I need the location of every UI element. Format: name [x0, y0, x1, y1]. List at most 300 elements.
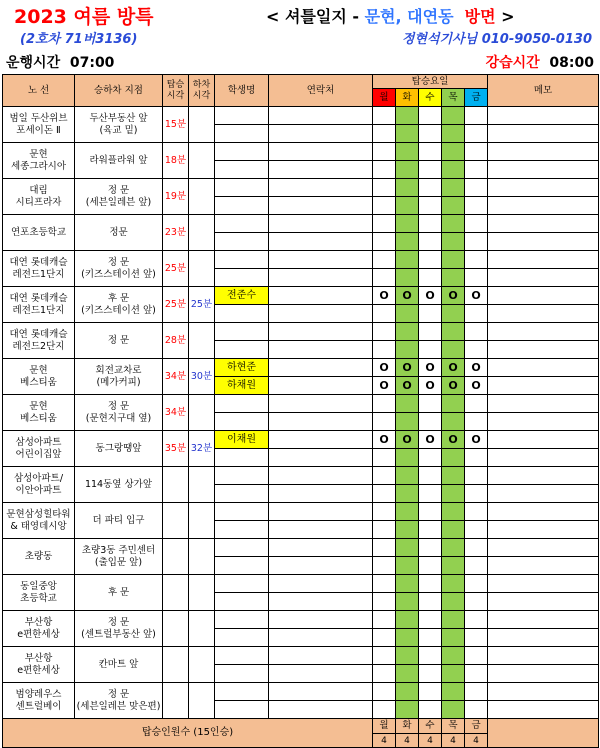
day-mark-cell[interactable]	[396, 647, 419, 665]
day-mark-cell[interactable]	[442, 179, 465, 197]
day-mark-cell[interactable]: O	[465, 377, 488, 395]
day-mark-cell[interactable]	[442, 269, 465, 287]
day-mark-cell[interactable]	[373, 629, 396, 647]
day-mark-cell[interactable]	[465, 215, 488, 233]
day-mark-cell[interactable]	[419, 269, 442, 287]
student-name-cell[interactable]	[215, 611, 269, 629]
alight-time-cell	[189, 179, 215, 215]
contact-cell[interactable]	[269, 341, 373, 359]
student-name-cell[interactable]	[215, 665, 269, 683]
day-mark-cell[interactable]	[465, 701, 488, 719]
day-mark-cell[interactable]	[373, 503, 396, 521]
contact-cell[interactable]	[269, 269, 373, 287]
day-mark-cell[interactable]	[419, 521, 442, 539]
day-mark-cell[interactable]: O	[465, 359, 488, 377]
day-mark-cell[interactable]	[442, 125, 465, 143]
day-mark-cell[interactable]	[396, 701, 419, 719]
memo-cell[interactable]	[488, 341, 599, 359]
contact-cell[interactable]	[269, 557, 373, 575]
day-mark-cell[interactable]	[419, 701, 442, 719]
memo-cell[interactable]	[488, 269, 599, 287]
day-mark-cell[interactable]	[396, 179, 419, 197]
student-name-cell[interactable]	[215, 143, 269, 161]
contact-cell[interactable]	[269, 359, 373, 377]
day-mark-cell[interactable]	[396, 341, 419, 359]
day-mark-cell[interactable]	[419, 449, 442, 467]
day-mark-cell[interactable]	[465, 413, 488, 431]
memo-cell[interactable]	[488, 521, 599, 539]
day-mark-cell[interactable]	[442, 539, 465, 557]
contact-cell[interactable]	[269, 377, 373, 395]
day-mark-cell[interactable]	[465, 575, 488, 593]
day-mark-cell[interactable]	[465, 467, 488, 485]
day-mark-cell[interactable]	[396, 305, 419, 323]
day-mark-cell[interactable]	[373, 485, 396, 503]
board-time-cell: 34분	[163, 395, 189, 431]
day-mark-cell[interactable]	[373, 143, 396, 161]
memo-cell[interactable]	[488, 395, 599, 413]
day-mark-cell[interactable]	[419, 647, 442, 665]
day-mark-cell[interactable]	[465, 485, 488, 503]
contact-cell[interactable]	[269, 233, 373, 251]
contact-cell[interactable]	[269, 323, 373, 341]
day-mark-cell[interactable]	[442, 197, 465, 215]
day-mark-cell[interactable]	[442, 575, 465, 593]
day-mark-cell[interactable]	[419, 683, 442, 701]
student-name-cell[interactable]	[215, 215, 269, 233]
day-mark-cell[interactable]	[373, 665, 396, 683]
day-mark-cell[interactable]	[373, 683, 396, 701]
day-mark-cell[interactable]	[396, 197, 419, 215]
day-mark-cell[interactable]	[442, 323, 465, 341]
day-mark-cell[interactable]	[465, 683, 488, 701]
day-mark-cell[interactable]	[419, 215, 442, 233]
student-name-cell[interactable]	[215, 107, 269, 125]
day-mark-cell[interactable]	[419, 395, 442, 413]
day-mark-cell[interactable]	[396, 467, 419, 485]
contact-cell[interactable]	[269, 467, 373, 485]
day-mark-cell[interactable]	[419, 413, 442, 431]
day-mark-cell[interactable]: O	[396, 431, 419, 449]
day-mark-cell[interactable]	[396, 665, 419, 683]
day-mark-cell[interactable]	[465, 503, 488, 521]
day-mark-cell[interactable]: O	[442, 287, 465, 305]
table-row	[3, 107, 599, 125]
student-name-cell[interactable]: 전준수	[215, 287, 269, 305]
memo-cell[interactable]	[488, 125, 599, 143]
board-time-cell: 19분	[163, 179, 189, 215]
day-mark-cell[interactable]	[373, 449, 396, 467]
day-mark-cell[interactable]	[373, 233, 396, 251]
day-mark-cell[interactable]	[373, 413, 396, 431]
day-mark-cell[interactable]: O	[373, 377, 396, 395]
contact-cell[interactable]	[269, 647, 373, 665]
day-mark-cell[interactable]	[442, 503, 465, 521]
contact-cell[interactable]	[269, 611, 373, 629]
day-mark-cell[interactable]	[442, 665, 465, 683]
day-mark-cell[interactable]	[465, 611, 488, 629]
memo-cell[interactable]	[488, 287, 599, 305]
day-mark-cell[interactable]	[396, 611, 419, 629]
memo-cell[interactable]	[488, 539, 599, 557]
day-mark-cell[interactable]	[373, 611, 396, 629]
run-time	[6, 52, 114, 72]
student-name-cell[interactable]	[215, 539, 269, 557]
day-mark-cell[interactable]: O	[373, 359, 396, 377]
contact-cell[interactable]	[269, 521, 373, 539]
direction: 방면	[464, 7, 496, 26]
student-name-cell[interactable]	[215, 323, 269, 341]
day-mark-cell[interactable]: O	[465, 287, 488, 305]
memo-cell[interactable]	[488, 305, 599, 323]
stop-cell: 정 문 (세븐일레븐 앞)	[75, 179, 163, 215]
contact-cell[interactable]	[269, 287, 373, 305]
destination: 문현, 대연동	[364, 7, 454, 26]
day-mark-cell[interactable]	[419, 107, 442, 125]
memo-cell[interactable]	[488, 251, 599, 269]
day-mark-cell[interactable]	[419, 611, 442, 629]
day-mark-cell[interactable]	[373, 179, 396, 197]
day-mark-cell[interactable]	[442, 683, 465, 701]
col-day-mon: 월	[373, 89, 396, 107]
day-mark-cell[interactable]: O	[442, 377, 465, 395]
day-mark-cell[interactable]	[465, 647, 488, 665]
day-mark-cell[interactable]	[465, 107, 488, 125]
day-mark-cell[interactable]	[396, 233, 419, 251]
day-mark-cell[interactable]	[396, 125, 419, 143]
contact-cell[interactable]	[269, 305, 373, 323]
student-name-cell[interactable]: 하현준	[215, 359, 269, 377]
day-mark-cell[interactable]	[465, 539, 488, 557]
student-name-cell[interactable]	[215, 557, 269, 575]
contact-cell[interactable]	[269, 251, 373, 269]
memo-cell[interactable]	[488, 611, 599, 629]
student-name-cell[interactable]	[215, 449, 269, 467]
memo-cell[interactable]	[488, 647, 599, 665]
contact-cell[interactable]	[269, 197, 373, 215]
day-mark-cell[interactable]	[373, 323, 396, 341]
memo-cell[interactable]	[488, 467, 599, 485]
day-mark-cell[interactable]: O	[419, 377, 442, 395]
contact-cell[interactable]	[269, 395, 373, 413]
day-mark-cell[interactable]: O	[419, 287, 442, 305]
day-mark-cell[interactable]	[419, 341, 442, 359]
student-name-cell[interactable]	[215, 179, 269, 197]
day-mark-cell[interactable]	[419, 485, 442, 503]
day-mark-cell[interactable]	[465, 395, 488, 413]
day-mark-cell[interactable]	[396, 269, 419, 287]
student-name-cell[interactable]	[215, 125, 269, 143]
day-mark-cell[interactable]	[419, 305, 442, 323]
contact-cell[interactable]	[269, 143, 373, 161]
day-mark-cell[interactable]	[373, 557, 396, 575]
day-mark-cell[interactable]	[396, 413, 419, 431]
contact-cell[interactable]	[269, 431, 373, 449]
day-mark-cell[interactable]	[465, 323, 488, 341]
day-mark-cell[interactable]	[419, 179, 442, 197]
memo-cell[interactable]	[488, 233, 599, 251]
memo-cell[interactable]	[488, 107, 599, 125]
contact-cell[interactable]	[269, 629, 373, 647]
day-mark-cell[interactable]	[465, 593, 488, 611]
day-mark-cell[interactable]	[396, 593, 419, 611]
alight-time-cell: 25분	[189, 287, 215, 323]
day-mark-cell[interactable]	[419, 575, 442, 593]
route-cell: 부산항 e편한세상	[3, 647, 75, 683]
day-mark-cell[interactable]	[465, 629, 488, 647]
day-mark-cell[interactable]: O	[419, 359, 442, 377]
day-mark-cell[interactable]	[442, 305, 465, 323]
memo-cell[interactable]	[488, 413, 599, 431]
contact-cell[interactable]	[269, 107, 373, 125]
day-mark-cell[interactable]	[419, 323, 442, 341]
memo-cell[interactable]	[488, 683, 599, 701]
day-mark-cell[interactable]	[419, 125, 442, 143]
memo-cell[interactable]	[488, 629, 599, 647]
contact-cell[interactable]	[269, 665, 373, 683]
student-name-cell[interactable]	[215, 467, 269, 485]
day-mark-cell[interactable]	[373, 107, 396, 125]
student-name-cell[interactable]	[215, 521, 269, 539]
day-mark-cell[interactable]	[442, 521, 465, 539]
day-mark-cell[interactable]	[465, 449, 488, 467]
student-name-cell[interactable]	[215, 305, 269, 323]
day-mark-cell[interactable]	[442, 611, 465, 629]
day-mark-cell[interactable]	[465, 521, 488, 539]
day-mark-cell[interactable]	[465, 341, 488, 359]
day-mark-cell[interactable]	[465, 251, 488, 269]
alight-time-cell	[189, 647, 215, 683]
day-mark-cell[interactable]	[419, 629, 442, 647]
day-mark-cell[interactable]	[465, 233, 488, 251]
memo-cell[interactable]	[488, 161, 599, 179]
day-mark-cell[interactable]	[442, 107, 465, 125]
day-mark-cell[interactable]: O	[373, 431, 396, 449]
memo-cell[interactable]	[488, 143, 599, 161]
board-time-cell	[163, 611, 189, 647]
day-mark-cell[interactable]	[465, 557, 488, 575]
day-mark-cell[interactable]	[419, 503, 442, 521]
student-name-cell[interactable]	[215, 629, 269, 647]
day-mark-cell[interactable]	[442, 143, 465, 161]
student-name-cell[interactable]: 이채원	[215, 431, 269, 449]
student-name-cell[interactable]	[215, 485, 269, 503]
day-mark-cell[interactable]	[396, 485, 419, 503]
student-name-cell[interactable]	[215, 575, 269, 593]
student-name-cell[interactable]	[215, 197, 269, 215]
col-days-group: 탑승요일	[373, 75, 488, 89]
student-name-cell[interactable]	[215, 593, 269, 611]
day-mark-cell[interactable]	[465, 143, 488, 161]
memo-cell[interactable]	[488, 575, 599, 593]
day-mark-cell[interactable]	[396, 629, 419, 647]
day-mark-cell[interactable]	[465, 179, 488, 197]
memo-cell[interactable]	[488, 215, 599, 233]
day-mark-cell[interactable]	[442, 593, 465, 611]
contact-cell[interactable]	[269, 503, 373, 521]
student-name-cell[interactable]	[215, 683, 269, 701]
day-mark-cell[interactable]: O	[373, 287, 396, 305]
board-time-cell: 35분	[163, 431, 189, 467]
day-mark-cell[interactable]	[442, 251, 465, 269]
day-mark-cell[interactable]	[465, 161, 488, 179]
contact-cell[interactable]	[269, 125, 373, 143]
day-mark-cell[interactable]: O	[442, 431, 465, 449]
day-mark-cell[interactable]	[396, 323, 419, 341]
contact-cell[interactable]	[269, 575, 373, 593]
student-name-cell[interactable]	[215, 503, 269, 521]
route-cell: 문현 베스티움	[3, 359, 75, 395]
day-mark-cell[interactable]	[442, 449, 465, 467]
day-mark-cell[interactable]	[373, 269, 396, 287]
day-mark-cell[interactable]	[396, 521, 419, 539]
day-mark-cell[interactable]	[419, 557, 442, 575]
day-mark-cell[interactable]	[373, 215, 396, 233]
memo-cell[interactable]	[488, 449, 599, 467]
day-mark-cell[interactable]: O	[396, 377, 419, 395]
day-mark-cell[interactable]	[442, 395, 465, 413]
table-row	[3, 215, 599, 233]
day-mark-cell[interactable]	[373, 125, 396, 143]
board-time-cell: 15분	[163, 107, 189, 143]
contact-cell[interactable]	[269, 539, 373, 557]
day-mark-cell[interactable]	[373, 305, 396, 323]
day-mark-cell[interactable]	[419, 539, 442, 557]
memo-cell[interactable]	[488, 557, 599, 575]
day-mark-cell[interactable]	[373, 521, 396, 539]
day-mark-cell[interactable]	[419, 161, 442, 179]
day-mark-cell[interactable]	[442, 215, 465, 233]
day-mark-cell[interactable]	[442, 233, 465, 251]
day-mark-cell[interactable]: O	[419, 431, 442, 449]
day-mark-cell[interactable]	[396, 251, 419, 269]
day-mark-cell[interactable]	[396, 557, 419, 575]
contact-cell[interactable]	[269, 179, 373, 197]
student-name-cell[interactable]	[215, 395, 269, 413]
day-mark-cell[interactable]	[419, 665, 442, 683]
contact-cell[interactable]	[269, 701, 373, 719]
day-mark-cell[interactable]	[396, 395, 419, 413]
memo-cell[interactable]	[488, 197, 599, 215]
contact-cell[interactable]	[269, 161, 373, 179]
day-mark-cell[interactable]	[373, 395, 396, 413]
contact-cell[interactable]	[269, 215, 373, 233]
day-mark-cell[interactable]	[442, 485, 465, 503]
day-mark-cell[interactable]	[396, 143, 419, 161]
day-mark-cell[interactable]	[373, 593, 396, 611]
contact-cell[interactable]	[269, 449, 373, 467]
day-mark-cell[interactable]	[419, 233, 442, 251]
day-mark-cell[interactable]	[419, 593, 442, 611]
day-mark-cell[interactable]	[442, 413, 465, 431]
day-mark-cell[interactable]: O	[465, 431, 488, 449]
day-mark-cell[interactable]	[442, 629, 465, 647]
col-route: 노 선	[3, 75, 75, 107]
day-mark-cell[interactable]	[373, 161, 396, 179]
day-mark-cell[interactable]	[465, 665, 488, 683]
memo-cell[interactable]	[488, 179, 599, 197]
board-time-cell	[163, 467, 189, 503]
table-row	[3, 503, 599, 521]
day-mark-cell[interactable]	[442, 467, 465, 485]
memo-cell[interactable]	[488, 503, 599, 521]
student-name-cell[interactable]	[215, 269, 269, 287]
student-name-cell[interactable]	[215, 647, 269, 665]
day-mark-cell[interactable]	[396, 539, 419, 557]
day-mark-cell[interactable]	[419, 467, 442, 485]
memo-cell[interactable]	[488, 431, 599, 449]
day-mark-cell[interactable]	[373, 575, 396, 593]
student-name-cell[interactable]	[215, 233, 269, 251]
day-mark-cell[interactable]	[442, 341, 465, 359]
contact-cell[interactable]	[269, 413, 373, 431]
contact-cell[interactable]	[269, 593, 373, 611]
contact-cell[interactable]	[269, 485, 373, 503]
memo-cell[interactable]	[488, 665, 599, 683]
student-name-cell[interactable]	[215, 413, 269, 431]
day-mark-cell[interactable]	[396, 683, 419, 701]
route-cell: 문현 세종그라시아	[3, 143, 75, 179]
alight-time-cell	[189, 683, 215, 719]
day-mark-cell[interactable]: O	[396, 287, 419, 305]
board-time-cell: 25분	[163, 251, 189, 287]
alight-time-cell	[189, 323, 215, 359]
day-mark-cell[interactable]	[419, 143, 442, 161]
day-mark-cell[interactable]	[442, 701, 465, 719]
day-mark-cell[interactable]	[396, 161, 419, 179]
memo-cell[interactable]	[488, 593, 599, 611]
alight-time-cell	[189, 575, 215, 611]
day-mark-cell[interactable]	[373, 467, 396, 485]
memo-cell[interactable]	[488, 377, 599, 395]
day-mark-cell[interactable]	[465, 125, 488, 143]
student-name-cell[interactable]	[215, 251, 269, 269]
col-day-tue: 화	[396, 89, 419, 107]
memo-cell[interactable]	[488, 485, 599, 503]
alight-time-cell	[189, 215, 215, 251]
day-mark-cell[interactable]	[396, 107, 419, 125]
student-name-cell[interactable]	[215, 161, 269, 179]
day-mark-cell[interactable]	[419, 197, 442, 215]
day-mark-cell[interactable]	[442, 557, 465, 575]
memo-cell[interactable]	[488, 323, 599, 341]
student-name-cell[interactable]	[215, 341, 269, 359]
day-mark-cell[interactable]	[442, 647, 465, 665]
day-mark-cell[interactable]	[373, 341, 396, 359]
day-mark-cell[interactable]	[465, 197, 488, 215]
student-name-cell[interactable]	[215, 701, 269, 719]
day-mark-cell[interactable]	[396, 215, 419, 233]
student-name-cell[interactable]: 하채원	[215, 377, 269, 395]
memo-cell[interactable]	[488, 359, 599, 377]
day-mark-cell[interactable]	[373, 701, 396, 719]
day-mark-cell[interactable]	[465, 269, 488, 287]
day-mark-cell[interactable]	[373, 539, 396, 557]
day-mark-cell[interactable]	[373, 647, 396, 665]
day-mark-cell[interactable]	[396, 503, 419, 521]
day-mark-cell[interactable]	[396, 449, 419, 467]
day-mark-cell[interactable]	[373, 251, 396, 269]
day-mark-cell[interactable]: O	[396, 359, 419, 377]
day-mark-cell[interactable]	[465, 305, 488, 323]
day-mark-cell[interactable]	[419, 251, 442, 269]
day-mark-cell[interactable]: O	[442, 359, 465, 377]
day-mark-cell[interactable]	[396, 575, 419, 593]
day-mark-cell[interactable]	[442, 161, 465, 179]
memo-cell[interactable]	[488, 701, 599, 719]
day-mark-cell[interactable]	[373, 197, 396, 215]
contact-cell[interactable]	[269, 683, 373, 701]
